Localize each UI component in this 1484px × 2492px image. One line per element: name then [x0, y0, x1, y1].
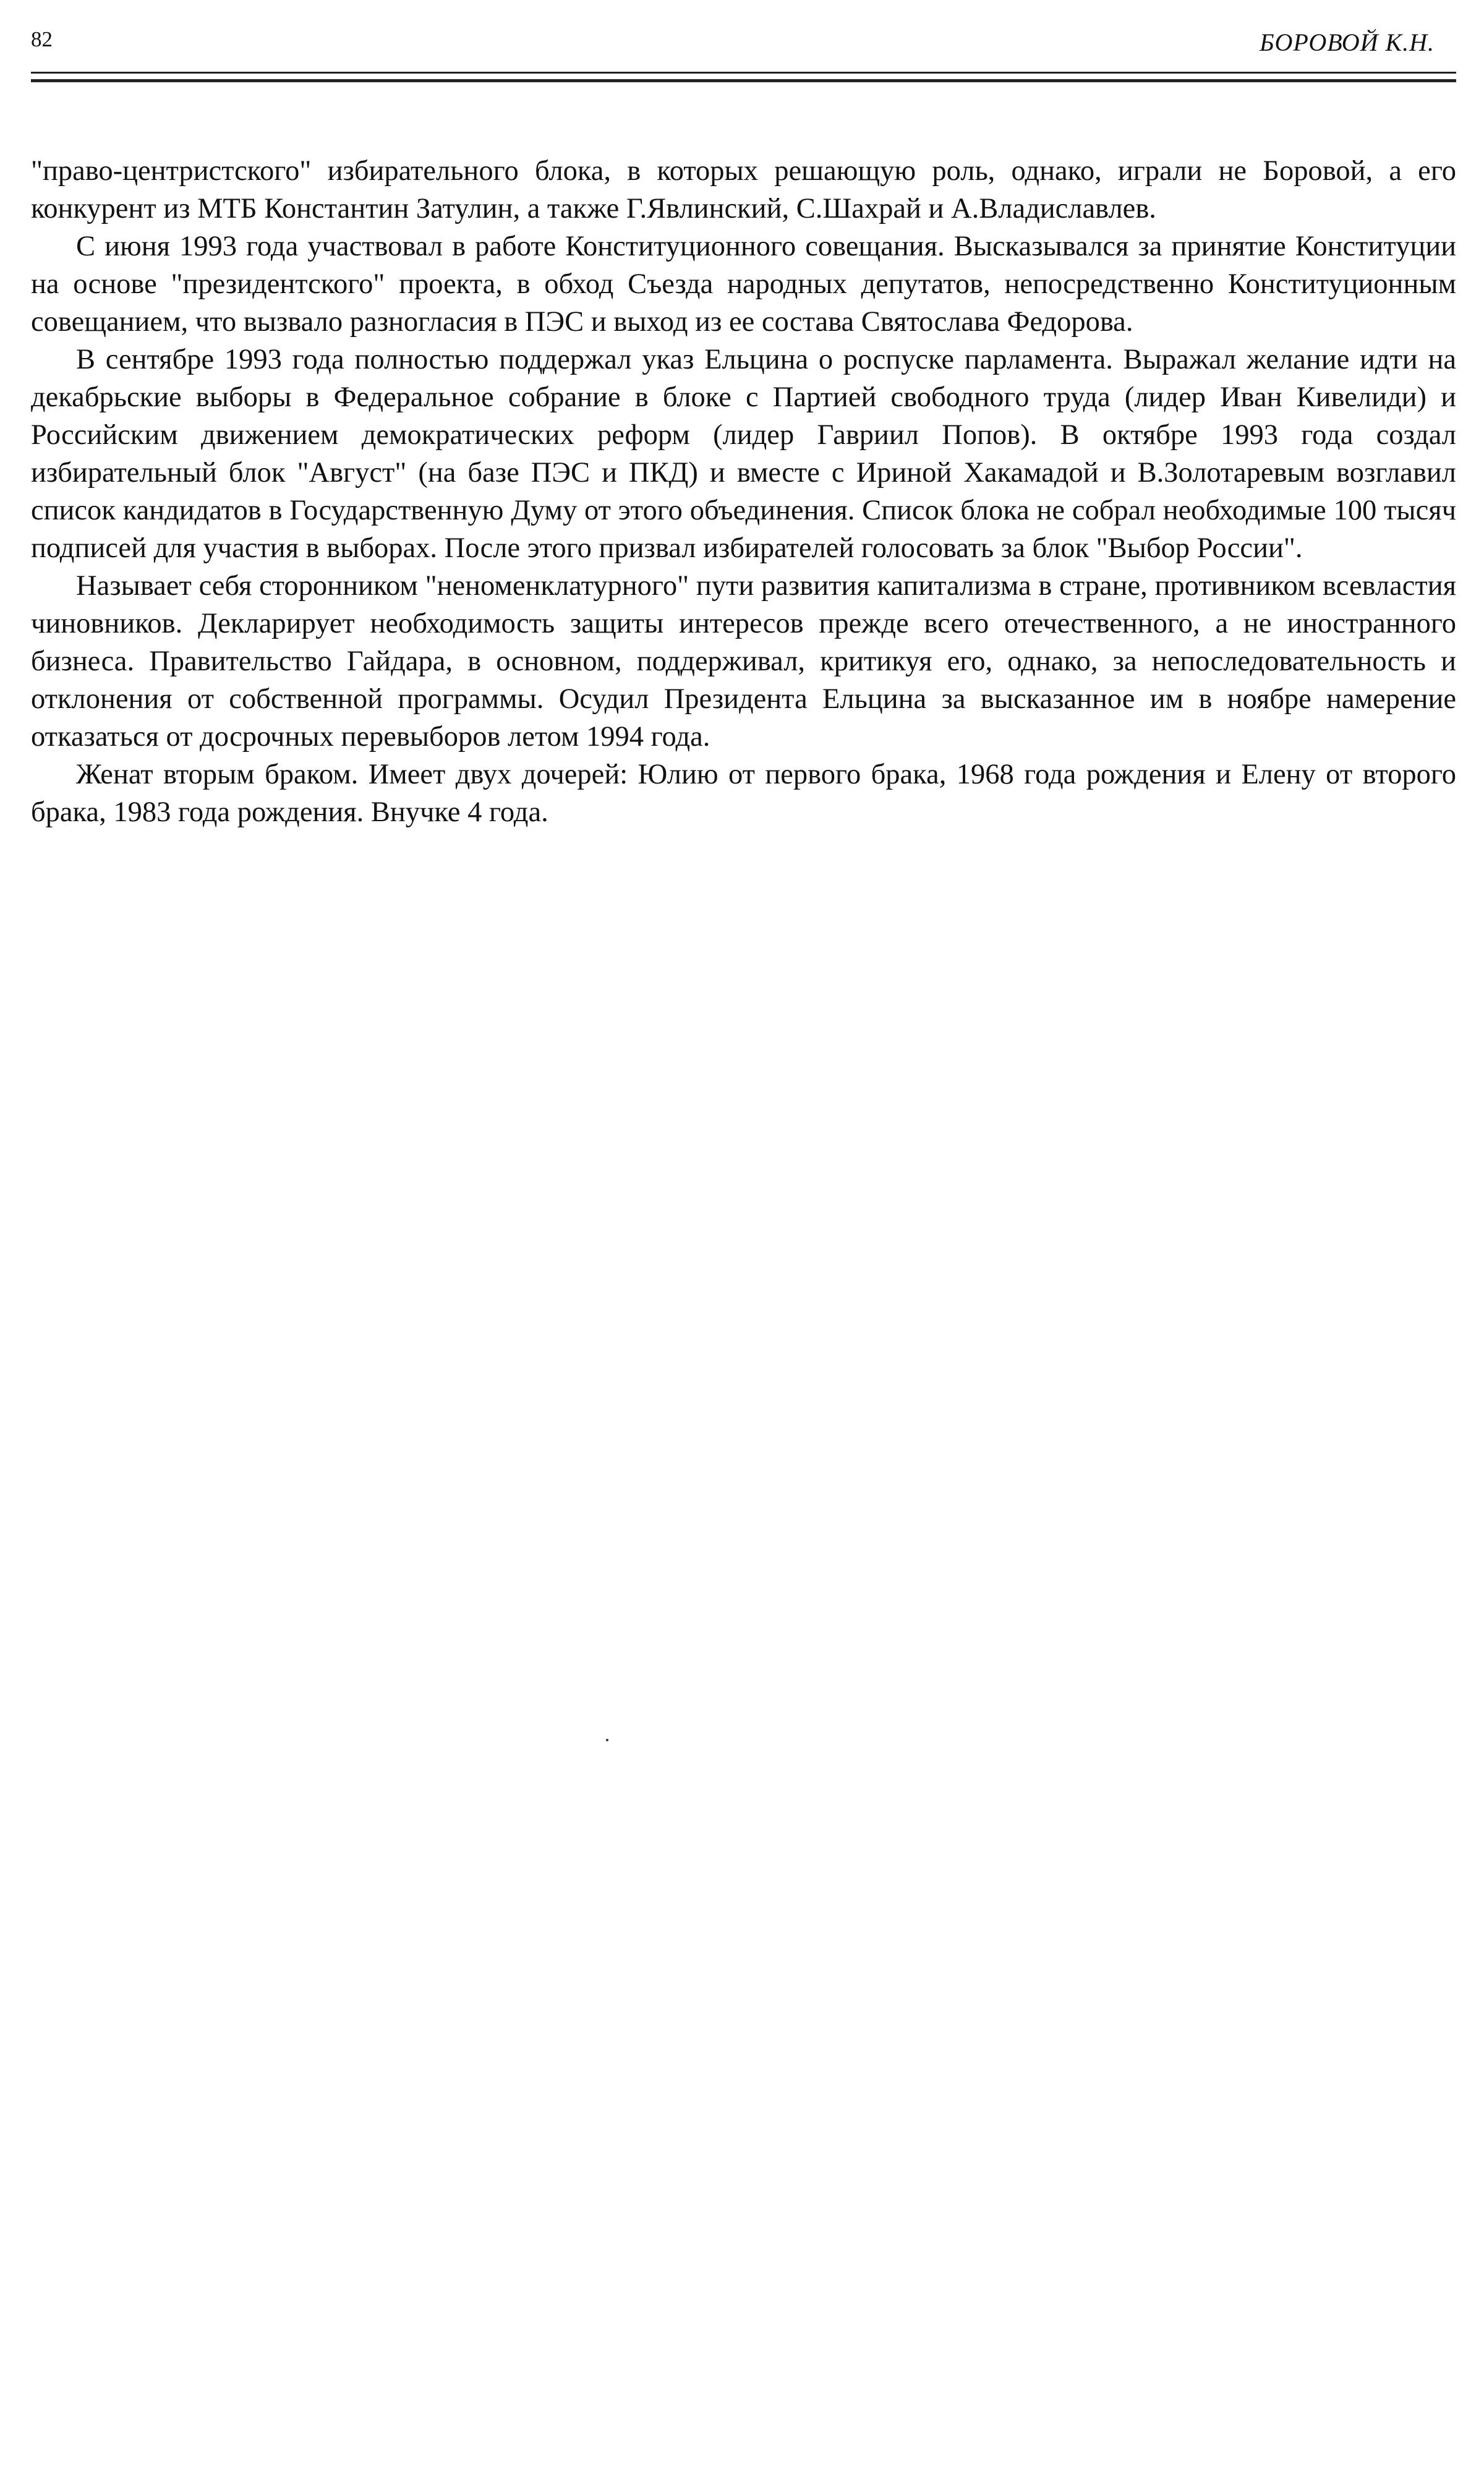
paragraph-family: Женат вторым браком. Имеет двух дочерей: Юлию от первого брака, 1968 года рождения и Елену от второго брака, 1983 года рождения. Внучке 4 года. — [31, 759, 1456, 828]
paragraph-views: Называет себя сторонником "неноменклатурного" пути развития капитализма в стране, противником всевластия чиновников. Декларирует необходимость защиты интересов прежде всего отечественного, а не иностранного бизнеса. Правительство Гайдара, в основном, поддерживал, критикуя его, однако, за непоследовательность и отклонения от собственной программы. Осудил Президента Ельцина за высказанное им в ноябре намерение отказаться от досрочных перевыборов летом 1994 года. — [31, 570, 1456, 753]
paragraph-september-1993: В сентябре 1993 года полностью поддержал указ Ельцина о роспуске парламента. Выражал желание идти на декабрьские выборы в Федеральное собрание в блоке с Партией свободного труда (лидер Иван Кивелиди) и Российским движением демократических реформ (лидер Гавриил Попов). В октябре 1993 года создал избирательный блок "Август" (на базе ПЭС и ПКД) и вместе с Ириной Хакамадой и В.Золотаревым возглавил список кандидатов в Государственную Думу от этого объединения. Список блока не собрал необходимые 100 тысяч подписей для участия в выборах. После этого призвал избирателей голосовать за блок "Выбор России". — [31, 344, 1456, 564]
page-number: 82 — [31, 27, 53, 51]
header-rule-thin — [31, 72, 1456, 74]
running-head: БОРОВОЙ К.Н. — [1259, 28, 1435, 56]
page-header — [31, 26, 1453, 70]
article-body — [31, 152, 1456, 831]
scan-speck — [606, 1739, 608, 1741]
header-rule-thick — [31, 79, 1456, 82]
paragraph-constitutional-meeting: С июня 1993 года участвовал в работе Конституционного совещания. Высказывался за принятие Конституции на основе "президентского" проекта, в обход Съезда народных депутатов, непосредственно Конституционным совещанием, что вызвало разногласия в ПЭС и выход из ее состава Святослава Федорова. — [31, 231, 1456, 338]
paragraph-continuation: "право-центристского" избирательного блока, в которых решающую роль, однако, играли не Боровой, а его конкурент из МТБ Константин Затулин, а также Г.Явлинский, С.Шахрай и А.Владиславлев. — [31, 155, 1456, 224]
